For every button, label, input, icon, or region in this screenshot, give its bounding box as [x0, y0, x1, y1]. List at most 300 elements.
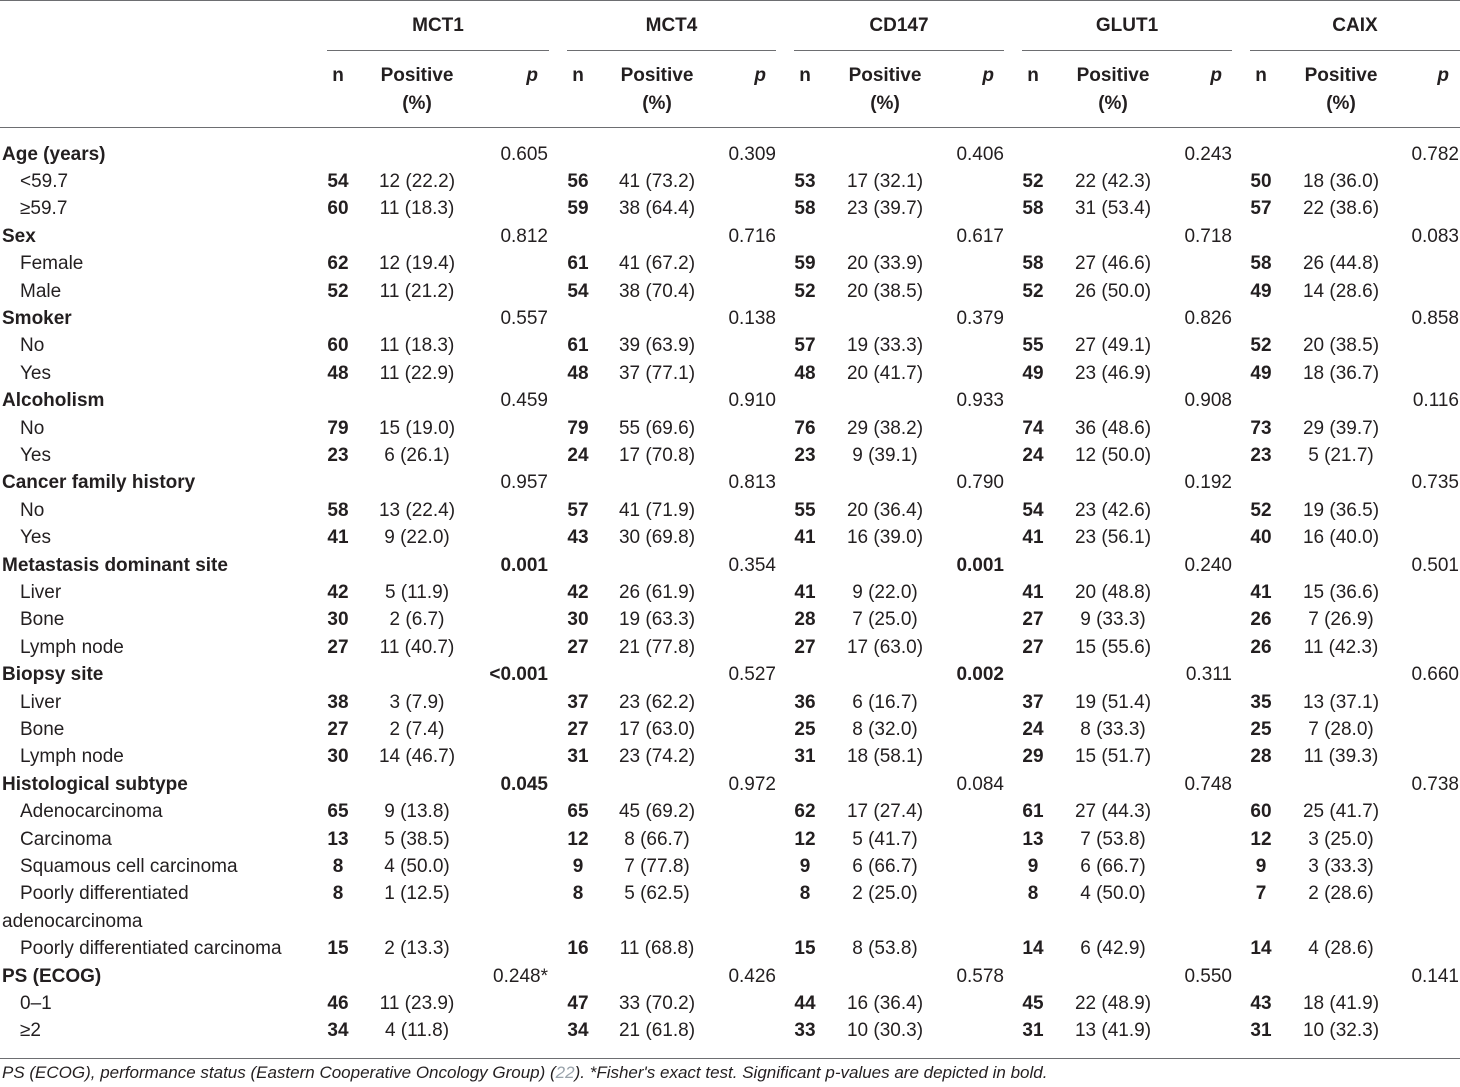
n-cell: 8: [572, 883, 584, 905]
column-header-positive-unit: (%): [642, 93, 672, 114]
positive-cell: 20 (38.5): [846, 280, 924, 302]
positive-cell: 18 (36.7): [1302, 362, 1380, 384]
positive-cell: 33 (70.2): [618, 992, 696, 1014]
p-value-cell: 0.748: [1184, 773, 1232, 795]
n-cell: 48: [794, 362, 816, 384]
n-cell: 15: [327, 938, 349, 960]
n-cell: 42: [327, 581, 349, 603]
n-cell: 14: [1250, 938, 1272, 960]
positive-cell: 11 (23.9): [379, 992, 455, 1014]
p-value-cell: 0.957: [500, 472, 548, 494]
n-cell: 54: [567, 280, 589, 302]
n-cell: 26: [1250, 609, 1272, 631]
p-value-cell: 0.716: [728, 225, 776, 247]
column-header-marker: GLUT1: [1095, 15, 1159, 36]
column-header-positive: Positive: [848, 65, 922, 86]
n-cell: 48: [327, 362, 349, 384]
n-cell: 27: [1022, 609, 1044, 631]
positive-cell: 3 (7.9): [389, 691, 445, 713]
row-label: ≥59.7: [20, 198, 68, 220]
p-value-cell: 0.605: [500, 143, 548, 165]
row-label: Bone: [20, 718, 65, 740]
positive-cell: 14 (28.6): [1302, 280, 1380, 302]
row-label: <59.7: [20, 170, 69, 192]
n-cell: 27: [567, 636, 589, 658]
row-label: No: [20, 335, 45, 357]
positive-cell: 31 (53.4): [1074, 198, 1152, 220]
row-label: Lymph node: [20, 746, 124, 768]
header-bottom-rule: [0, 127, 1460, 128]
positive-cell: 15 (36.6): [1302, 581, 1380, 603]
p-value-cell: 0.826: [1184, 307, 1232, 329]
column-header-p: p: [526, 65, 538, 86]
n-cell: 58: [327, 499, 349, 521]
n-cell: 47: [567, 992, 589, 1014]
positive-cell: 36 (48.6): [1074, 417, 1152, 439]
n-cell: 52: [1250, 335, 1272, 357]
row-label: Yes: [20, 362, 51, 384]
column-header-n: n: [1255, 65, 1267, 86]
n-cell: 41: [1022, 527, 1044, 549]
row-label: Poorly differentiated carcinoma: [20, 938, 282, 960]
column-header-positive-unit: (%): [1098, 93, 1128, 114]
positive-cell: 22 (42.3): [1074, 170, 1152, 192]
p-value-cell: 0.550: [1184, 965, 1232, 987]
row-label: Poorly differentiated: [20, 883, 189, 905]
p-value-cell: <0.001: [489, 664, 548, 686]
positive-cell: 20 (41.7): [846, 362, 924, 384]
n-cell: 43: [567, 527, 589, 549]
n-cell: 57: [567, 499, 589, 521]
p-value-cell: 0.243: [1184, 143, 1232, 165]
n-cell: 27: [567, 718, 589, 740]
p-value-cell: 0.578: [956, 965, 1004, 987]
n-cell: 13: [1022, 828, 1044, 850]
n-cell: 60: [1250, 801, 1272, 823]
positive-cell: 4 (50.0): [384, 855, 450, 877]
positive-cell: 8 (66.7): [624, 828, 690, 850]
n-cell: 31: [794, 746, 816, 768]
n-cell: 8: [1027, 883, 1039, 905]
p-value-cell: 0.001: [956, 554, 1004, 576]
positive-cell: 14 (46.7): [378, 746, 456, 768]
p-value-cell: 0.138: [728, 307, 776, 329]
positive-cell: 7 (26.9): [1308, 609, 1374, 631]
p-value-cell: 0.248*: [493, 965, 548, 987]
positive-cell: 13 (41.9): [1074, 1020, 1152, 1042]
n-cell: 24: [1022, 718, 1044, 740]
row-label: Squamous cell carcinoma: [20, 855, 238, 877]
positive-cell: 6 (66.7): [852, 855, 918, 877]
p-value-cell: 0.738: [1411, 773, 1459, 795]
footnote-reference-link[interactable]: 22: [555, 1063, 575, 1082]
positive-cell: 21 (77.8): [618, 636, 696, 658]
p-value-cell: 0.045: [500, 773, 548, 795]
positive-cell: 17 (32.1): [846, 170, 924, 192]
n-cell: 16: [567, 938, 589, 960]
p-value-cell: 0.527: [728, 664, 776, 686]
row-group-label: PS (ECOG): [2, 965, 102, 987]
n-cell: 41: [794, 581, 816, 603]
positive-cell: 7 (77.8): [624, 855, 690, 877]
n-cell: 9: [572, 855, 584, 877]
n-cell: 50: [1250, 170, 1272, 192]
n-cell: 9: [799, 855, 811, 877]
n-cell: 57: [1250, 198, 1272, 220]
positive-cell: 15 (51.7): [1074, 746, 1152, 768]
n-cell: 31: [1250, 1020, 1272, 1042]
row-group-label: Smoker: [2, 307, 72, 329]
positive-cell: 18 (36.0): [1302, 170, 1380, 192]
n-cell: 41: [1250, 581, 1272, 603]
n-cell: 79: [327, 417, 349, 439]
positive-cell: 9 (22.0): [852, 581, 918, 603]
table-footnote: [2, 1063, 1047, 1083]
positive-cell: 27 (49.1): [1074, 335, 1152, 357]
p-value-cell: 0.910: [728, 390, 776, 412]
column-header-positive: Positive: [1304, 65, 1378, 86]
n-cell: 23: [794, 444, 816, 466]
positive-cell: 15 (55.6): [1074, 636, 1152, 658]
positive-cell: 17 (63.0): [618, 718, 696, 740]
row-label: Lymph node: [20, 636, 124, 658]
positive-cell: 2 (13.3): [384, 938, 450, 960]
row-label: Carcinoma: [20, 828, 112, 850]
p-value-cell: 0.790: [956, 472, 1004, 494]
p-value-cell: 0.083: [1411, 225, 1459, 247]
positive-cell: 18 (41.9): [1302, 992, 1380, 1014]
n-cell: 43: [1250, 992, 1272, 1014]
column-header-marker: MCT1: [412, 15, 464, 36]
n-cell: 12: [1250, 828, 1272, 850]
positive-cell: 6 (16.7): [852, 691, 918, 713]
positive-cell: 19 (36.5): [1302, 499, 1380, 521]
positive-cell: 45 (69.2): [618, 801, 696, 823]
positive-cell: 5 (41.7): [852, 828, 918, 850]
p-value-cell: 0.406: [956, 143, 1004, 165]
n-cell: 41: [327, 527, 349, 549]
n-cell: 46: [327, 992, 349, 1014]
positive-cell: 5 (21.7): [1308, 444, 1374, 466]
p-value-cell: 0.812: [500, 225, 548, 247]
n-cell: 52: [1022, 280, 1044, 302]
positive-cell: 23 (39.7): [846, 198, 924, 220]
n-cell: 57: [794, 335, 816, 357]
n-cell: 58: [1022, 253, 1044, 275]
marker-rule-3: [794, 50, 1004, 51]
p-value-cell: 0.002: [956, 664, 1004, 686]
positive-cell: 11 (40.7): [379, 636, 455, 658]
positive-cell: 27 (44.3): [1074, 801, 1152, 823]
n-cell: 34: [327, 1020, 349, 1042]
row-group-label: Biopsy site: [2, 664, 104, 686]
p-value-cell: 0.908: [1184, 390, 1232, 412]
positive-cell: 39 (63.9): [618, 335, 696, 357]
positive-cell: 41 (71.9): [618, 499, 696, 521]
positive-cell: 26 (61.9): [618, 581, 696, 603]
positive-cell: 12 (50.0): [1074, 444, 1152, 466]
n-cell: 61: [1022, 801, 1044, 823]
positive-cell: 9 (13.8): [384, 801, 450, 823]
row-label: Yes: [20, 527, 51, 549]
positive-cell: 23 (46.9): [1074, 362, 1152, 384]
positive-cell: 9 (33.3): [1080, 609, 1146, 631]
row-label: ≥2: [20, 1020, 41, 1042]
positive-cell: 4 (50.0): [1080, 883, 1146, 905]
positive-cell: 17 (63.0): [846, 636, 924, 658]
n-cell: 60: [327, 198, 349, 220]
row-label: No: [20, 499, 45, 521]
positive-cell: 23 (62.2): [618, 691, 696, 713]
positive-cell: 6 (42.9): [1080, 938, 1146, 960]
p-value-cell: 0.933: [956, 390, 1004, 412]
column-header-positive: Positive: [1076, 65, 1150, 86]
p-value-cell: 0.379: [956, 307, 1004, 329]
n-cell: 48: [567, 362, 589, 384]
positive-cell: 2 (28.6): [1308, 883, 1374, 905]
n-cell: 58: [1250, 253, 1272, 275]
n-cell: 52: [1022, 170, 1044, 192]
n-cell: 58: [1022, 198, 1044, 220]
p-value-cell: 0.813: [728, 472, 776, 494]
positive-cell: 17 (70.8): [618, 444, 696, 466]
column-header-positive-unit: (%): [870, 93, 900, 114]
positive-cell: 30 (69.8): [618, 527, 696, 549]
p-value-cell: 0.311: [1185, 664, 1232, 686]
p-value-cell: 0.001: [500, 554, 548, 576]
positive-cell: 9 (39.1): [852, 444, 918, 466]
n-cell: 65: [327, 801, 349, 823]
n-cell: 27: [327, 718, 349, 740]
n-cell: 55: [1022, 335, 1044, 357]
positive-cell: 27 (46.6): [1074, 253, 1152, 275]
n-cell: 65: [567, 801, 589, 823]
column-header-n: n: [332, 65, 344, 86]
positive-cell: 15 (19.0): [378, 417, 456, 439]
n-cell: 7: [1255, 883, 1267, 905]
p-value-cell: 0.192: [1184, 472, 1232, 494]
positive-cell: 8 (33.3): [1080, 718, 1146, 740]
top-rule: [0, 0, 1460, 1]
row-label: 0–1: [20, 992, 52, 1014]
positive-cell: 5 (38.5): [384, 828, 450, 850]
p-value-cell: 0.972: [728, 773, 776, 795]
column-header-n: n: [1027, 65, 1039, 86]
positive-cell: 5 (62.5): [624, 883, 690, 905]
n-cell: 62: [794, 801, 816, 823]
p-value-cell: 0.735: [1411, 472, 1459, 494]
n-cell: 52: [1250, 499, 1272, 521]
n-cell: 49: [1022, 362, 1044, 384]
n-cell: 38: [327, 691, 349, 713]
positive-cell: 10 (30.3): [846, 1020, 924, 1042]
n-cell: 25: [794, 718, 816, 740]
positive-cell: 7 (53.8): [1080, 828, 1146, 850]
marker-rule-2: [567, 50, 776, 51]
positive-cell: 26 (44.8): [1302, 253, 1380, 275]
positive-cell: 20 (48.8): [1074, 581, 1152, 603]
n-cell: 41: [794, 527, 816, 549]
n-cell: 59: [794, 253, 816, 275]
n-cell: 73: [1250, 417, 1272, 439]
n-cell: 34: [567, 1020, 589, 1042]
positive-cell: 7 (28.0): [1308, 718, 1374, 740]
n-cell: 24: [567, 444, 589, 466]
n-cell: 8: [332, 855, 344, 877]
p-value-cell: 0.141: [1411, 965, 1459, 987]
positive-cell: 8 (32.0): [852, 718, 918, 740]
positive-cell: 37 (77.1): [618, 362, 696, 384]
positive-cell: 16 (40.0): [1302, 527, 1380, 549]
table-bottom-rule: [0, 1058, 1460, 1059]
n-cell: 12: [567, 828, 589, 850]
positive-cell: 9 (22.0): [384, 527, 450, 549]
n-cell: 31: [567, 746, 589, 768]
positive-cell: 29 (39.7): [1302, 417, 1380, 439]
column-header-positive-unit: (%): [1326, 93, 1356, 114]
row-group-label: Histological subtype: [2, 773, 188, 795]
n-cell: 33: [794, 1020, 816, 1042]
positive-cell: 10 (32.3): [1302, 1020, 1380, 1042]
positive-cell: 17 (27.4): [846, 801, 924, 823]
positive-cell: 1 (12.5): [384, 883, 450, 905]
n-cell: 41: [1022, 581, 1044, 603]
positive-cell: 18 (58.1): [846, 746, 924, 768]
column-header-p: p: [754, 65, 766, 86]
positive-cell: 11 (68.8): [619, 938, 695, 960]
positive-cell: 2 (6.7): [389, 609, 445, 631]
row-group-label: Metastasis dominant site: [2, 554, 228, 576]
positive-cell: 11 (42.3): [1303, 636, 1379, 658]
p-value-cell: 0.501: [1411, 554, 1459, 576]
positive-cell: 11 (22.9): [379, 362, 455, 384]
column-header-positive: Positive: [620, 65, 694, 86]
p-value-cell: 0.309: [728, 143, 776, 165]
positive-cell: 3 (33.3): [1308, 855, 1374, 877]
marker-rule-1: [327, 50, 549, 51]
positive-cell: 21 (61.8): [618, 1020, 696, 1042]
positive-cell: 16 (36.4): [846, 992, 924, 1014]
positive-cell: 20 (38.5): [1302, 335, 1380, 357]
n-cell: 30: [567, 609, 589, 631]
p-value-cell: 0.858: [1411, 307, 1459, 329]
row-label: Bone: [20, 609, 65, 631]
n-cell: 56: [567, 170, 589, 192]
positive-cell: 11 (18.3): [379, 335, 455, 357]
n-cell: 52: [794, 280, 816, 302]
n-cell: 29: [1022, 746, 1044, 768]
positive-cell: 19 (51.4): [1074, 691, 1152, 713]
n-cell: 24: [1022, 444, 1044, 466]
row-group-label: Age (years): [2, 143, 106, 165]
positive-cell: 4 (28.6): [1308, 938, 1374, 960]
n-cell: 27: [794, 636, 816, 658]
footnote-text-before: PS (ECOG), performance status (Eastern Cooperative Oncology Group) (: [2, 1063, 556, 1082]
positive-cell: 2 (7.4): [389, 718, 445, 740]
column-header-marker: CAIX: [1332, 15, 1378, 36]
n-cell: 27: [327, 636, 349, 658]
n-cell: 36: [794, 691, 816, 713]
positive-cell: 6 (26.1): [384, 444, 450, 466]
column-header-p: p: [1210, 65, 1222, 86]
n-cell: 54: [327, 170, 349, 192]
n-cell: 25: [1250, 718, 1272, 740]
row-label: Male: [20, 280, 62, 302]
row-label: Female: [20, 253, 84, 275]
n-cell: 35: [1250, 691, 1272, 713]
column-header-p: p: [1437, 65, 1449, 86]
n-cell: 12: [794, 828, 816, 850]
positive-cell: 4 (11.8): [384, 1020, 450, 1042]
positive-cell: 55 (69.6): [618, 417, 696, 439]
positive-cell: 8 (53.8): [852, 938, 918, 960]
column-header-p: p: [982, 65, 994, 86]
positive-cell: 19 (63.3): [618, 609, 696, 631]
p-value-cell: 0.660: [1411, 664, 1459, 686]
n-cell: 28: [794, 609, 816, 631]
p-value-cell: 0.354: [728, 554, 776, 576]
positive-cell: 29 (38.2): [846, 417, 924, 439]
n-cell: 74: [1022, 417, 1044, 439]
column-header-n: n: [799, 65, 811, 86]
n-cell: 9: [1027, 855, 1039, 877]
p-value-cell: 0.617: [956, 225, 1004, 247]
p-value-cell: 0.557: [500, 307, 548, 329]
n-cell: 49: [1250, 280, 1272, 302]
row-group-label: Cancer family history: [2, 472, 196, 494]
n-cell: 26: [1250, 636, 1272, 658]
n-cell: 9: [1255, 855, 1267, 877]
row-label: Liver: [20, 691, 62, 713]
n-cell: 23: [1250, 444, 1272, 466]
n-cell: 14: [1022, 938, 1044, 960]
positive-cell: 6 (66.7): [1080, 855, 1146, 877]
positive-cell: 22 (38.6): [1302, 198, 1380, 220]
n-cell: 59: [567, 198, 589, 220]
positive-cell: 13 (37.1): [1302, 691, 1380, 713]
positive-cell: 38 (70.4): [618, 280, 696, 302]
footnote-text-after: ). *Fisher's exact test. Significant p-values are depicted in bold.: [574, 1063, 1048, 1082]
n-cell: 60: [327, 335, 349, 357]
positive-cell: 16 (39.0): [846, 527, 924, 549]
marker-rule-4: [1022, 50, 1232, 51]
column-header-marker: MCT4: [645, 15, 698, 36]
p-value-cell: 0.718: [1184, 225, 1232, 247]
n-cell: 62: [327, 253, 349, 275]
n-cell: 30: [327, 609, 349, 631]
row-label: Adenocarcinoma: [20, 801, 163, 823]
positive-cell: 38 (64.4): [618, 198, 696, 220]
row-group-label: Alcoholism: [2, 390, 105, 412]
n-cell: 15: [794, 938, 816, 960]
positive-cell: 19 (33.3): [846, 335, 924, 357]
p-value-cell: 0.116: [1412, 390, 1459, 412]
n-cell: 54: [1022, 499, 1044, 521]
column-header-marker: CD147: [869, 15, 929, 36]
positive-cell: 12 (22.2): [378, 170, 456, 192]
p-value-cell: 0.782: [1411, 143, 1459, 165]
positive-cell: 20 (36.4): [846, 499, 924, 521]
row-label-continuation: adenocarcinoma: [2, 910, 143, 932]
n-cell: 49: [1250, 362, 1272, 384]
positive-cell: 41 (73.2): [618, 170, 696, 192]
positive-cell: 25 (41.7): [1302, 801, 1380, 823]
p-value-cell: 0.240: [1184, 554, 1232, 576]
positive-cell: 3 (25.0): [1308, 828, 1374, 850]
column-header-n: n: [572, 65, 584, 86]
positive-cell: 23 (56.1): [1074, 527, 1152, 549]
row-label: Yes: [20, 444, 51, 466]
